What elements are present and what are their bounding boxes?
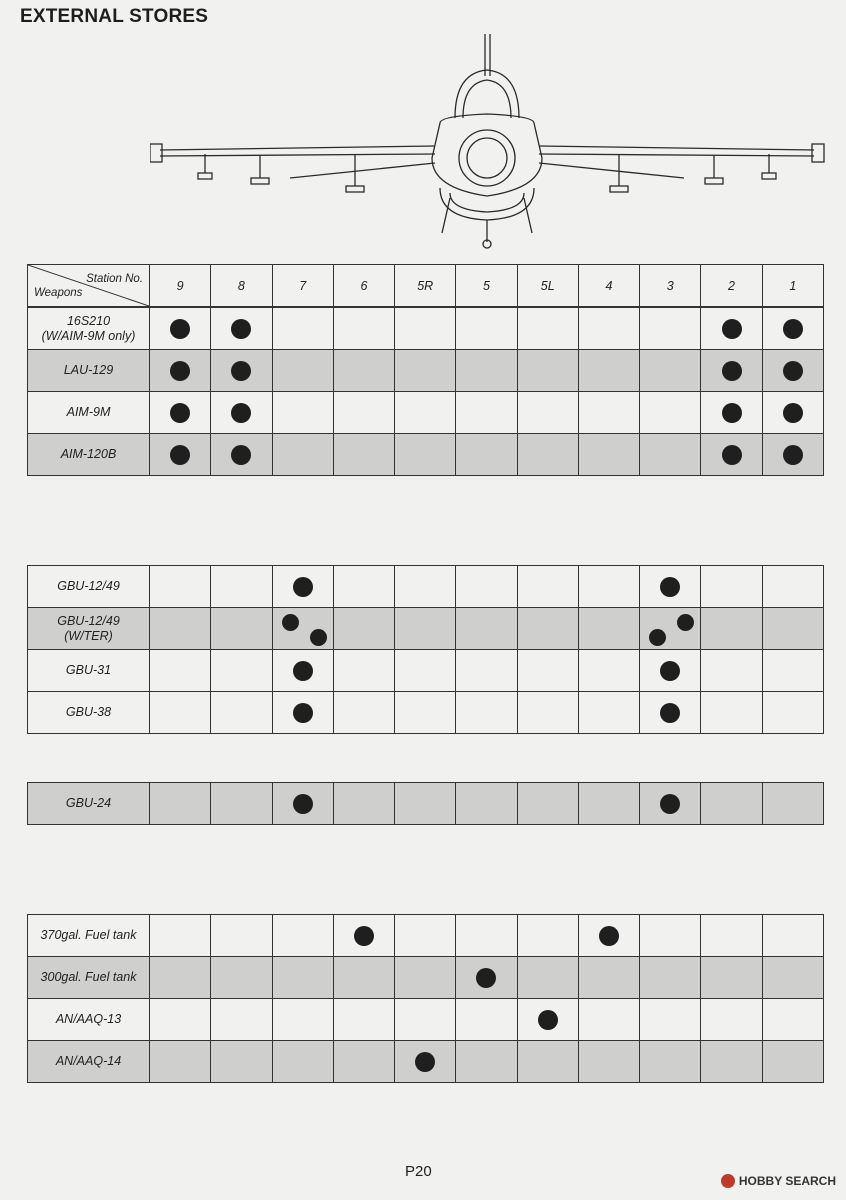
station-cell bbox=[701, 1041, 762, 1083]
station-cell bbox=[150, 566, 211, 608]
table-row bbox=[28, 350, 824, 392]
station-cell bbox=[395, 650, 456, 692]
load-marker bbox=[293, 577, 313, 597]
station-cell bbox=[211, 308, 272, 350]
station-header: 2 bbox=[701, 265, 762, 307]
station-cell bbox=[150, 434, 211, 476]
station-header: 9 bbox=[150, 265, 211, 307]
aircraft-front-view-illustration bbox=[150, 28, 830, 253]
station-cell bbox=[701, 650, 762, 692]
station-cell bbox=[578, 392, 639, 434]
weapon-label: AIM-9M bbox=[28, 392, 150, 434]
load-marker bbox=[783, 319, 803, 339]
table-row bbox=[28, 566, 824, 608]
load-marker bbox=[599, 926, 619, 946]
station-cell bbox=[211, 650, 272, 692]
station-cell bbox=[395, 692, 456, 734]
station-cell bbox=[578, 1041, 639, 1083]
station-cell bbox=[578, 999, 639, 1041]
load-marker bbox=[231, 403, 251, 423]
station-cell bbox=[395, 608, 456, 650]
table-row bbox=[28, 434, 824, 476]
station-cell bbox=[640, 608, 701, 650]
weapons-label: Weapons bbox=[34, 287, 83, 299]
station-cell bbox=[456, 434, 517, 476]
station-cell bbox=[333, 783, 394, 825]
station-cell bbox=[578, 957, 639, 999]
table-row bbox=[28, 650, 824, 692]
weapon-label: GBU-12/49 bbox=[28, 566, 150, 608]
station-cell bbox=[762, 915, 823, 957]
station-cell bbox=[395, 1041, 456, 1083]
station-cell bbox=[211, 566, 272, 608]
station-cell bbox=[211, 692, 272, 734]
watermark-text: HOBBY SEARCH bbox=[738, 1174, 836, 1188]
station-cell bbox=[395, 783, 456, 825]
station-cell bbox=[333, 434, 394, 476]
station-header: 7 bbox=[272, 265, 333, 307]
station-cell bbox=[517, 783, 578, 825]
station-cell bbox=[333, 392, 394, 434]
station-cell bbox=[395, 915, 456, 957]
load-marker bbox=[231, 319, 251, 339]
weapon-label: GBU-24 bbox=[28, 783, 150, 825]
station-cell bbox=[762, 650, 823, 692]
load-marker bbox=[722, 361, 742, 381]
station-cell bbox=[701, 783, 762, 825]
station-cell bbox=[456, 783, 517, 825]
load-marker bbox=[783, 445, 803, 465]
load-marker bbox=[476, 968, 496, 988]
load-marker bbox=[293, 794, 313, 814]
table-row bbox=[28, 392, 824, 434]
load-marker bbox=[170, 319, 190, 339]
station-cell bbox=[456, 350, 517, 392]
table-row bbox=[28, 999, 824, 1041]
stores-group-guided-bombs bbox=[27, 565, 824, 734]
load-marker bbox=[354, 926, 374, 946]
station-cell bbox=[701, 692, 762, 734]
load-marker bbox=[293, 661, 313, 681]
station-cell bbox=[701, 350, 762, 392]
load-marker bbox=[310, 629, 327, 646]
station-header: 5R bbox=[395, 265, 456, 307]
station-cell bbox=[762, 957, 823, 999]
station-cell bbox=[578, 566, 639, 608]
load-marker bbox=[170, 361, 190, 381]
load-marker bbox=[293, 703, 313, 723]
watermark bbox=[721, 1174, 836, 1188]
station-cell bbox=[395, 392, 456, 434]
station-header: 5L bbox=[517, 265, 578, 307]
stores-group-gbu-24 bbox=[27, 782, 824, 825]
station-cell bbox=[578, 915, 639, 957]
station-cell bbox=[762, 783, 823, 825]
station-cell bbox=[272, 957, 333, 999]
weapon-label: GBU-12/49 (W/TER) bbox=[28, 608, 150, 650]
station-cell bbox=[150, 957, 211, 999]
station-cell bbox=[333, 566, 394, 608]
station-cell bbox=[272, 308, 333, 350]
weapon-label: LAU-129 bbox=[28, 350, 150, 392]
table-row bbox=[28, 783, 824, 825]
station-cell bbox=[762, 692, 823, 734]
station-cell bbox=[456, 392, 517, 434]
station-cell bbox=[395, 999, 456, 1041]
station-cell bbox=[211, 608, 272, 650]
station-cell bbox=[272, 1041, 333, 1083]
station-cell bbox=[640, 350, 701, 392]
station-header: 8 bbox=[211, 265, 272, 307]
weapon-label: AN/AAQ-14 bbox=[28, 1041, 150, 1083]
station-cell bbox=[517, 1041, 578, 1083]
station-cell bbox=[456, 999, 517, 1041]
station-cell bbox=[701, 308, 762, 350]
station-cell bbox=[333, 608, 394, 650]
station-cell bbox=[333, 957, 394, 999]
station-cell bbox=[762, 350, 823, 392]
page-title: EXTERNAL STORES bbox=[20, 6, 209, 27]
load-marker bbox=[231, 445, 251, 465]
load-marker bbox=[677, 614, 694, 631]
station-cell bbox=[211, 434, 272, 476]
station-cell bbox=[578, 783, 639, 825]
load-marker bbox=[722, 319, 742, 339]
station-cell bbox=[456, 566, 517, 608]
table-row bbox=[28, 957, 824, 999]
station-cell bbox=[456, 692, 517, 734]
page-number: P20 bbox=[405, 1163, 432, 1180]
station-number-label: Station No. bbox=[86, 273, 143, 285]
station-header: 1 bbox=[762, 265, 823, 307]
station-cell bbox=[640, 650, 701, 692]
station-cell bbox=[272, 608, 333, 650]
station-cell bbox=[150, 650, 211, 692]
station-cell bbox=[578, 308, 639, 350]
station-cell bbox=[578, 692, 639, 734]
station-cell bbox=[640, 783, 701, 825]
station-cell bbox=[640, 392, 701, 434]
station-cell bbox=[150, 350, 211, 392]
hobby-search-logo-icon bbox=[721, 1174, 735, 1188]
station-cell bbox=[456, 308, 517, 350]
station-cell bbox=[701, 915, 762, 957]
station-header: 6 bbox=[333, 265, 394, 307]
station-cell bbox=[456, 608, 517, 650]
load-marker bbox=[415, 1052, 435, 1072]
station-cell bbox=[517, 350, 578, 392]
station-cell bbox=[640, 1041, 701, 1083]
station-cell bbox=[395, 434, 456, 476]
station-cell bbox=[517, 308, 578, 350]
station-cell bbox=[701, 566, 762, 608]
station-cell bbox=[762, 1041, 823, 1083]
station-cell bbox=[333, 692, 394, 734]
station-cell bbox=[333, 915, 394, 957]
station-cell bbox=[701, 608, 762, 650]
station-cell bbox=[517, 566, 578, 608]
station-cell bbox=[211, 999, 272, 1041]
station-cell bbox=[211, 957, 272, 999]
weapon-label: GBU-38 bbox=[28, 692, 150, 734]
weapon-label: 300gal. Fuel tank bbox=[28, 957, 150, 999]
station-cell bbox=[150, 915, 211, 957]
station-cell bbox=[701, 434, 762, 476]
station-cell bbox=[333, 650, 394, 692]
station-cell bbox=[517, 434, 578, 476]
station-cell bbox=[640, 957, 701, 999]
station-cell bbox=[150, 692, 211, 734]
station-cell bbox=[211, 783, 272, 825]
station-header: 4 bbox=[578, 265, 639, 307]
stores-table-header bbox=[27, 264, 824, 307]
station-cell bbox=[395, 566, 456, 608]
station-cell bbox=[333, 1041, 394, 1083]
load-marker bbox=[783, 361, 803, 381]
station-cell bbox=[333, 999, 394, 1041]
station-cell bbox=[762, 434, 823, 476]
weapon-label: 370gal. Fuel tank bbox=[28, 915, 150, 957]
station-cell bbox=[517, 915, 578, 957]
station-cell bbox=[762, 392, 823, 434]
load-marker bbox=[282, 614, 299, 631]
station-cell bbox=[333, 308, 394, 350]
load-marker bbox=[231, 361, 251, 381]
weapon-label: AN/AAQ-13 bbox=[28, 999, 150, 1041]
station-cell bbox=[272, 650, 333, 692]
station-cell bbox=[150, 608, 211, 650]
station-cell bbox=[456, 915, 517, 957]
load-marker bbox=[660, 577, 680, 597]
station-cell bbox=[150, 783, 211, 825]
station-cell bbox=[211, 1041, 272, 1083]
load-marker bbox=[660, 661, 680, 681]
table-row bbox=[28, 1041, 824, 1083]
station-cell bbox=[150, 392, 211, 434]
station-cell bbox=[640, 692, 701, 734]
station-cell bbox=[578, 350, 639, 392]
station-cell bbox=[762, 308, 823, 350]
station-cell bbox=[272, 350, 333, 392]
station-cell bbox=[272, 915, 333, 957]
station-cell bbox=[762, 608, 823, 650]
station-cell bbox=[456, 650, 517, 692]
station-cell bbox=[272, 434, 333, 476]
station-cell bbox=[272, 692, 333, 734]
station-cell bbox=[701, 957, 762, 999]
station-cell bbox=[395, 350, 456, 392]
station-cell bbox=[395, 308, 456, 350]
station-cell bbox=[640, 434, 701, 476]
station-cell bbox=[517, 692, 578, 734]
station-cell bbox=[701, 392, 762, 434]
station-cell bbox=[150, 999, 211, 1041]
load-marker bbox=[660, 794, 680, 814]
load-marker bbox=[722, 403, 742, 423]
station-cell bbox=[517, 608, 578, 650]
station-cell bbox=[578, 434, 639, 476]
station-cell bbox=[701, 999, 762, 1041]
weapon-label: AIM-120B bbox=[28, 434, 150, 476]
station-header: 5 bbox=[456, 265, 517, 307]
station-cell bbox=[640, 915, 701, 957]
table-header-corner bbox=[28, 265, 150, 307]
station-cell bbox=[640, 999, 701, 1041]
station-cell bbox=[272, 566, 333, 608]
load-marker bbox=[538, 1010, 558, 1030]
station-cell bbox=[272, 392, 333, 434]
weapon-label: 16S210 (W/AIM-9M only) bbox=[28, 308, 150, 350]
station-cell bbox=[640, 566, 701, 608]
station-cell bbox=[517, 392, 578, 434]
station-cell bbox=[517, 650, 578, 692]
station-cell bbox=[150, 1041, 211, 1083]
station-cell bbox=[211, 915, 272, 957]
load-marker bbox=[660, 703, 680, 723]
station-cell bbox=[578, 650, 639, 692]
load-marker bbox=[649, 629, 666, 646]
load-marker bbox=[722, 445, 742, 465]
station-header: 3 bbox=[640, 265, 701, 307]
station-cell bbox=[150, 308, 211, 350]
station-cell bbox=[517, 957, 578, 999]
station-cell bbox=[211, 392, 272, 434]
station-cell bbox=[211, 350, 272, 392]
station-cell bbox=[272, 999, 333, 1041]
weapon-label: GBU-31 bbox=[28, 650, 150, 692]
table-row bbox=[28, 608, 824, 650]
station-cell bbox=[640, 308, 701, 350]
table-row bbox=[28, 308, 824, 350]
table-row bbox=[28, 915, 824, 957]
station-cell bbox=[456, 957, 517, 999]
station-cell bbox=[333, 350, 394, 392]
load-marker bbox=[783, 403, 803, 423]
station-cell bbox=[395, 957, 456, 999]
station-cell bbox=[762, 566, 823, 608]
load-marker bbox=[170, 445, 190, 465]
stores-group-tanks-pods bbox=[27, 914, 824, 1083]
table-row bbox=[28, 692, 824, 734]
station-cell bbox=[762, 999, 823, 1041]
stores-group-missiles bbox=[27, 307, 824, 476]
station-cell bbox=[272, 783, 333, 825]
station-cell bbox=[456, 1041, 517, 1083]
station-cell bbox=[578, 608, 639, 650]
station-cell bbox=[517, 999, 578, 1041]
load-marker bbox=[170, 403, 190, 423]
